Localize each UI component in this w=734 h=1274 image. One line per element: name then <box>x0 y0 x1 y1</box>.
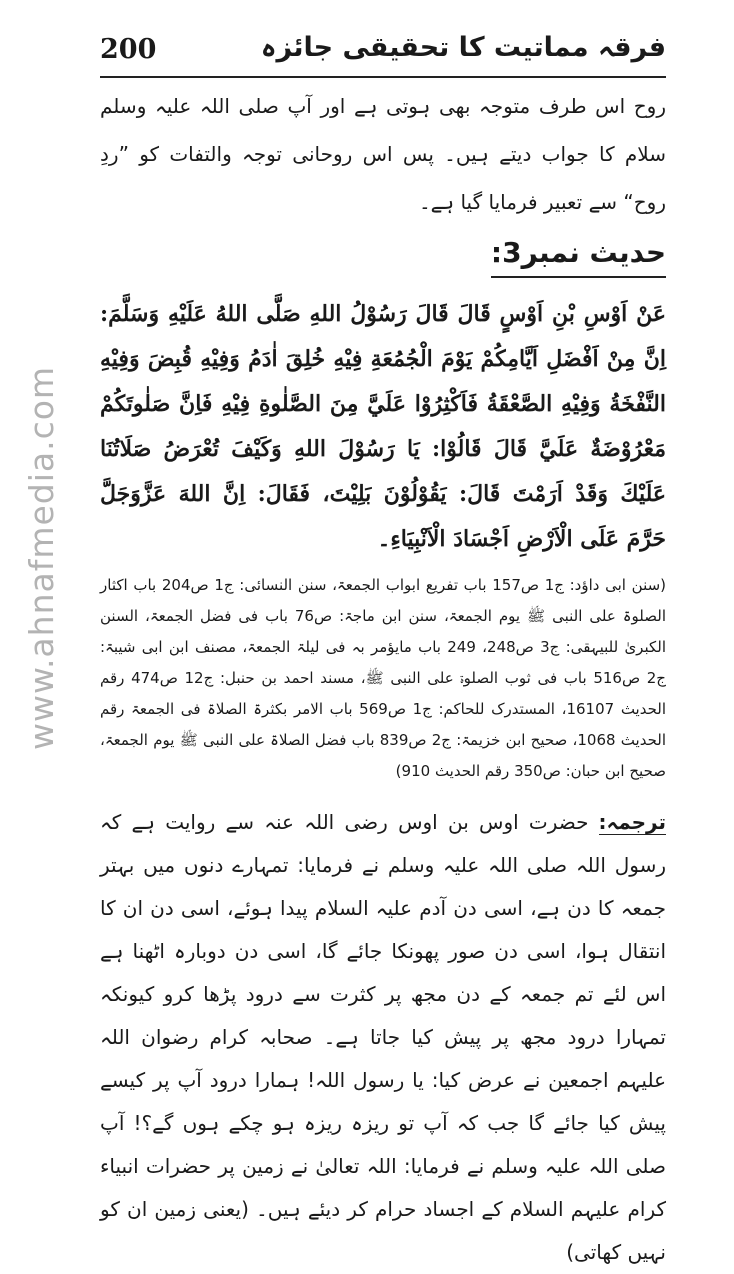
hadith-heading: حدیث نمبر3: <box>491 230 666 278</box>
page-number: 200 <box>100 34 157 65</box>
translation-label: ترجمہ: <box>598 810 666 834</box>
translation-text: حضرت اوس بن اوس رضی اللہ عنہ سے روایت ہے کہ رسول اللہ صلی اللہ علیہ وسلم نے فرمایا: تمہارے دنوں میں بہتر جمعہ کا دن ہے، اسی دن آدم علیہ السلام پیدا ہوئے، اسی دن ان کا انتقال ہوا، اسی دن صور پھونکا جائے گا، اسی دن دوبارہ اٹھنا ہے اس لئے تم جمعہ کے دن مجھ پر کثرت سے درود پڑھا کرو کیونکہ تمہارا درود مجھ پر پیش کیا جاتا ہے۔ صحابہ کرام رضوان اللہ علیہم اجمعین نے عرض کیا: یا رسول اللہ! ہمارا درود آپ پر کیسے پیش کیا جائے گا جب کہ آپ تو ریزہ ریزہ ہو چکے ہوں گے؟! آپ صلی اللہ علیہ وسلم نے فرمایا: اللہ تعالیٰ نے زمین پر حضرات انبیاء کرام علیہم السلام کے اجساد حرام کر دیئے ہیں۔ (یعنی زمین ان کو نہیں کھاتی) <box>100 810 666 1264</box>
hadith-references: (سنن ابی داؤد: ج1 ص157 باب تفریع ابواب الجمعۃ، سنن النسائی: ج1 ص204 باب اکثار الصلوۃ علی النبی ﷺ یوم الجمعۃ، سنن ابن ماجۃ: ص76 باب فی فضل الجمعۃ، السنن الکبریٰ للبیہقی: ج3 ص248، 249 باب مایؤمر بہ فی لیلۃ الجمعۃ، مصنف ابن ابی شیبۃ: ج2 ص516 باب فی ثوب الصلوۃ علی النبی ﷺ، مسند احمد بن حنبل: ج12 ص474 رقم الحدیث 16107، المستدرک للحاکم: ج1 ص569 باب الامر بکثرۃ الصلاۃ فی الجمعۃ رقم الحدیث 1068، صحیح ابن خزیمۃ: ج2 ص839 باب فضل الصلاۃ علی النبی ﷺ یوم الجمعۃ، صحیح ابن حبان: ص350 رقم الحدیث 910) <box>100 576 667 780</box>
translation-paragraph <box>100 801 666 1274</box>
page-header <box>100 30 666 78</box>
book-title: فرقہ مماتیت کا تحقیقی جائزہ <box>260 32 666 63</box>
watermark: www.ahnafmedia.com <box>22 365 61 750</box>
intro-paragraph: روح اس طرف متوجہ بھی ہوتی ہے اور آپ صلی اللہ علیہ وسلم سلام کا جواب دیتے ہیں۔ پس اس روحانی توجہ والتفات کو ”ردِ روح“ سے تعبیر فرمایا گیا ہے۔ <box>100 94 666 214</box>
arabic-hadith-text: عَنْ اَوْسِ بْنِ اَوْسٍ قَالَ قَالَ رَسُوْلُ اللهِ صَلَّى اللهُ عَلَيْهِ وَسَلَّمَ: اِنَّ مِنْ اَفْضَلِ اَيَّامِكُمْ يَوْمَ الْجُمُعَةِ فِيْهِ خُلِقَ اٰدَمُ وَفِيْهِ قُبِضَ وَفِيْهِ النَّفْخَةُ وَفِيْهِ الصَّعْقَةُ فَاَكْثِرُوْا عَلَيَّ مِنَ الصَّلٰوةِ فِيْهِ فَاِنَّ صَلٰوتَكُمْ مَعْرُوْضَةٌ عَلَيَّ قَالَ قَالُوْا: يَا رَسُوْلَ اللهِ وَكَيْفَ تُعْرَضُ صَلَاتُنَا عَلَيْكَ وَقَدْ اَرَمْتَ قَالَ: يَقُوْلُوْنَ بَلِيْتَ، فَقَالَ: اِنَّ اللهَ عَزَّوَجَلَّ حَرَّمَ عَلَى الْاَرْضِ اَجْسَادَ الْاَنْبِيَاءِ۔ <box>100 301 666 552</box>
page-body <box>100 82 666 1274</box>
